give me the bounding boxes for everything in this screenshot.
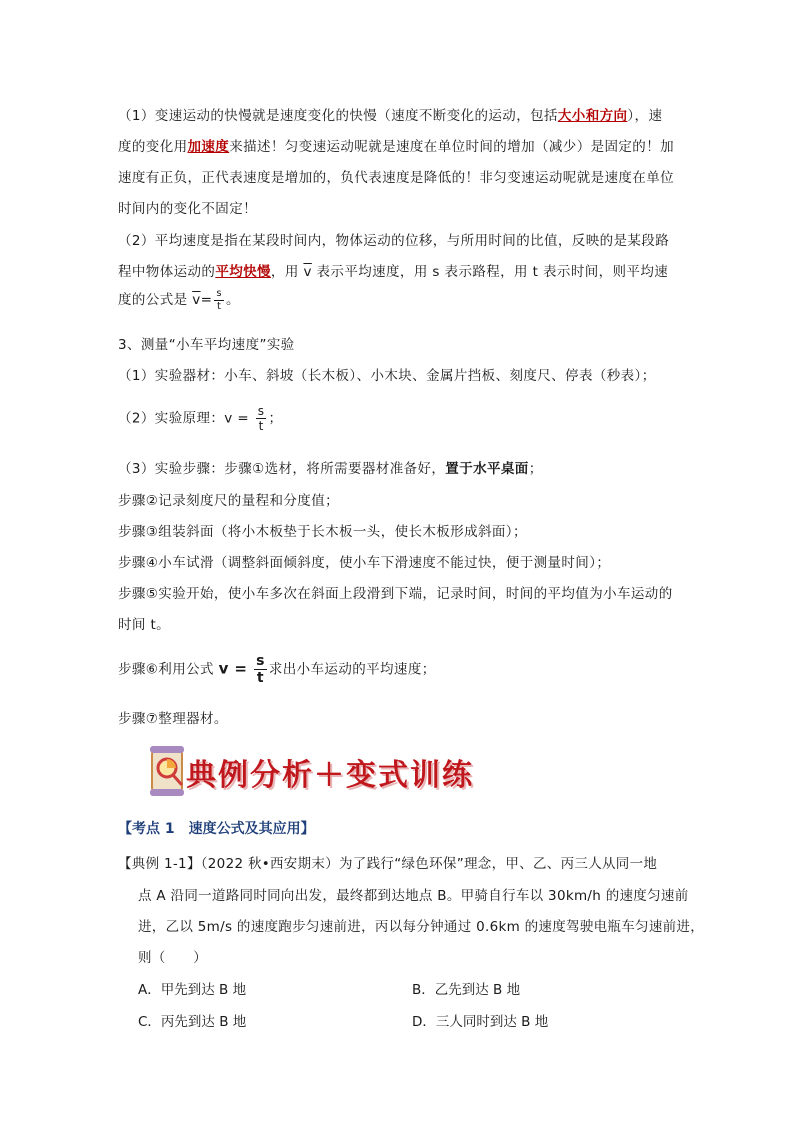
text: 来描述！匀变速运动呢就是速度在单位时间的增加（减少）是固定的！加 — [229, 139, 675, 155]
emphasis-text: 大小和方向 — [557, 108, 628, 124]
section-3-title: 3、测量“小车平均速度”实验 — [118, 337, 295, 353]
question-line-3: 进，乙以 5m/s 的速度跑步匀速前进，丙以每分钟通过 0.6km 的速度驾驶电瓶车匀速前进， — [138, 919, 705, 935]
denominator: t — [256, 670, 264, 686]
experiment-principle — [118, 405, 282, 432]
question-line-1: 【典例 1-1】（2022 秋•西安期末）为了践行“绿色环保”理念，甲、乙、丙三人从同一地 — [118, 856, 658, 872]
emphasis-text: 加速度 — [187, 139, 230, 155]
text: ； — [268, 410, 283, 427]
step-2: 步骤②记录刻度尺的量程和分度值； — [118, 493, 340, 509]
v-bar-symbol: $\overline{v}$ — [192, 292, 201, 308]
p2-line-2 — [118, 260, 668, 280]
text: （1）变速运动的快慢就是速度变化的快慢（速度不断变化的运动，包括 — [118, 108, 558, 124]
p1-line-1 — [118, 104, 662, 124]
question-line-4: 则（ ） — [138, 950, 207, 966]
option-c[interactable]: C．丙先到达 B 地 — [138, 1014, 247, 1030]
p1-line-2 — [118, 135, 674, 155]
text: （2）实验原理： — [118, 410, 225, 427]
experiment-equipment: （1）实验器材：小车、斜坡（长木板）、小木块、金属片挡板、刻度尺、停表（秒表）； — [118, 368, 656, 384]
text: 求出小车运动的平均速度； — [268, 661, 436, 678]
p2-line-3 — [118, 288, 240, 312]
text: （3）实验步骤：步骤①选材，将所需要器材准备好， — [118, 461, 446, 477]
fraction-s-over-t — [256, 405, 267, 432]
fraction-s-over-t — [254, 654, 267, 685]
emphasis-text: 平均快慢 — [215, 264, 271, 280]
step-7: 步骤⑦整理器材。 — [118, 711, 228, 727]
formula-v: v = — [224, 410, 250, 427]
section-banner-title: 典例分析＋变式训练 — [186, 758, 474, 793]
numerator: s — [216, 287, 222, 299]
text: ，用 — [270, 264, 299, 280]
denominator: t — [258, 419, 264, 433]
fraction-s-over-t — [214, 289, 224, 312]
text: 步骤⑥利用公式 — [118, 661, 214, 678]
numerator: s — [256, 653, 265, 669]
formula-v: v = — [218, 659, 248, 678]
step-4: 步骤④小车试滑（调整斜面倾斜度，使小车下滑速度不能过快，便于测量时间）； — [118, 555, 611, 571]
step-5-line-1: 步骤⑤实验开始，使小车多次在斜面上段滑到下端，记录时间，时间的平均值为小车运动的 — [118, 586, 673, 602]
option-b[interactable]: B．乙先到达 B 地 — [412, 982, 521, 998]
text: 度的公式是 — [118, 292, 188, 308]
step-1 — [118, 457, 543, 477]
bold-text: 置于水平桌面 — [445, 461, 529, 477]
text: 。 — [225, 292, 240, 308]
p1-line-4: 时间内的变化不固定！ — [118, 201, 257, 217]
text: 表示平均速度，用 s 表示路程，用 t 表示时间，则平均速 — [316, 264, 669, 280]
step-6 — [118, 654, 436, 685]
denominator: t — [216, 300, 222, 312]
topic-heading: 【考点 1 速度公式及其应用】 — [118, 821, 315, 837]
text: ），速 — [627, 108, 663, 124]
v-bar-symbol: $\overline{v}$ — [303, 264, 312, 280]
numerator: s — [257, 404, 265, 418]
text: ； — [528, 461, 543, 477]
p1-line-3: 速度有正负，正代表速度是增加的，负代表速度是降低的！非匀变速运动呢就是速度在单位 — [118, 170, 674, 186]
question-line-2: 点 A 沿同一道路同时同向出发，最终都到达地点 B。甲骑自行车以 30km/h 的速度匀速前 — [138, 888, 689, 904]
text: 程中物体运动的 — [118, 264, 216, 280]
equals: = — [200, 292, 213, 308]
step-3: 步骤③组装斜面（将小木板垫于长木板一头，使长木板形成斜面）； — [118, 524, 527, 540]
option-d[interactable]: D．三人同时到达 B 地 — [412, 1014, 549, 1030]
p2-line-1: （2）平均速度是指在某段时间内，物体运动的位移，与所用时间的比值，反映的是某段路 — [118, 233, 670, 249]
step-5-line-2: 时间 t。 — [118, 617, 171, 633]
text: 度的变化用 — [118, 139, 188, 155]
option-a[interactable]: A．甲先到达 B 地 — [138, 982, 247, 998]
